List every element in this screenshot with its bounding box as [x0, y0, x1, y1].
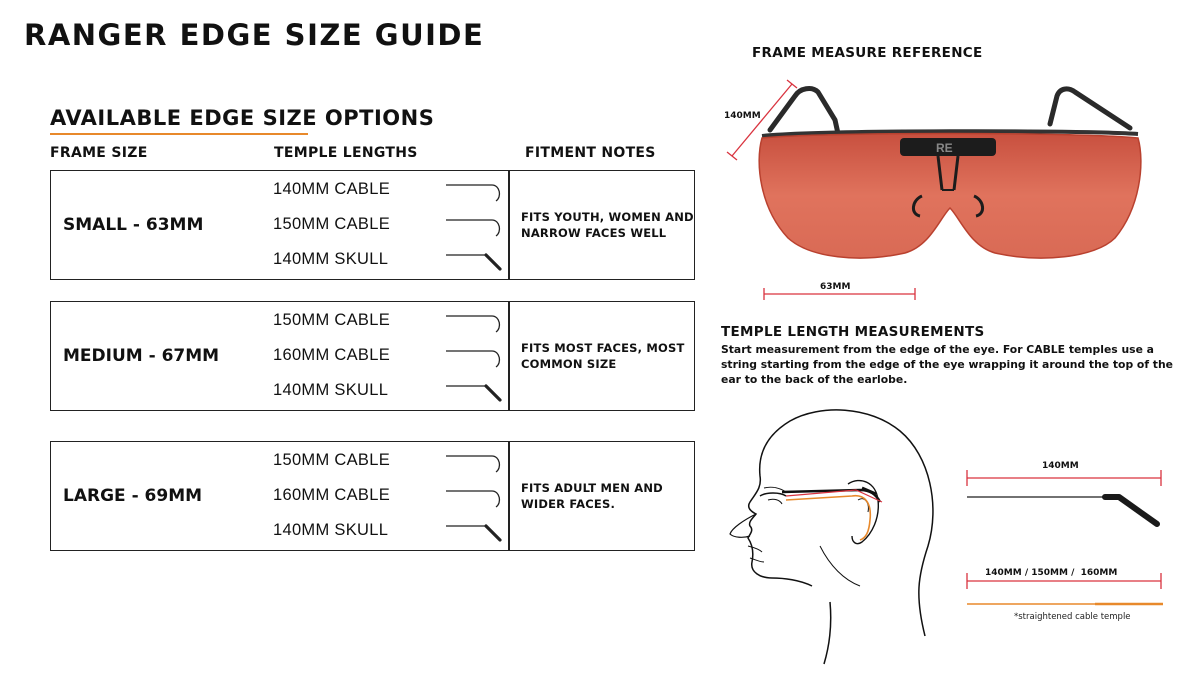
sunglasses-illustration	[700, 68, 1200, 308]
page-title: RANGER EDGE SIZE GUIDE	[24, 18, 485, 52]
box-divider	[508, 171, 510, 279]
skull-temple-measure-label: 140MM	[1042, 461, 1079, 471]
temple-length-diagram	[955, 450, 1175, 620]
temple-length: 150MM CABLE	[273, 214, 391, 233]
column-header-fitment-notes: FITMENT NOTES	[525, 145, 656, 161]
cable-temple-icon	[444, 341, 506, 369]
temple-length: 150MM CABLE	[273, 450, 391, 469]
cable-temple-icon	[444, 446, 506, 474]
cable-temple-measure-label: 140MM / 150MM / 160MM	[985, 568, 1118, 578]
temple-length: 140MM SKULL	[273, 249, 389, 268]
temple-measurements-description: Start measurement from the edge of the eye. For CABLE temples use a string starting from the edge of the eye wrapping it around the top of the ear to the back of the earlobe.	[721, 343, 1173, 386]
temple-length: 140MM SKULL	[273, 520, 389, 539]
frame-size-label: SMALL - 63MM	[63, 215, 204, 235]
box-divider	[508, 442, 510, 550]
temple-length: 150MM CABLE	[273, 310, 391, 329]
temple-measurements-title: TEMPLE LENGTH MEASUREMENTS	[721, 324, 985, 340]
cable-temple-icon	[444, 481, 506, 509]
cable-temple-icon	[444, 306, 506, 334]
section-title: AVAILABLE EDGE SIZE OPTIONS	[50, 106, 435, 130]
temple-measure-label: 140MM	[724, 111, 761, 121]
skull-temple-icon	[444, 376, 506, 404]
box-divider	[508, 302, 510, 410]
width-measure-label: 63MM	[820, 282, 851, 292]
frame-size-label: MEDIUM - 67MM	[63, 346, 220, 366]
fitment-note: FITS YOUTH, WOMEN AND NARROW FACES WELL	[521, 210, 694, 240]
temple-length: 160MM CABLE	[273, 345, 391, 364]
skull-temple-icon	[444, 245, 506, 273]
size-box-small	[50, 170, 695, 280]
cable-temple-icon	[444, 210, 506, 238]
column-header-temple-lengths: TEMPLE LENGTHS	[274, 145, 418, 161]
column-header-frame-size: FRAME SIZE	[50, 145, 148, 161]
section-underline	[50, 133, 308, 135]
glasses-logo: RE	[936, 141, 953, 155]
temple-length: 160MM CABLE	[273, 485, 391, 504]
temple-length: 140MM CABLE	[273, 179, 391, 198]
temple-length: 140MM SKULL	[273, 380, 389, 399]
head-profile-illustration	[720, 396, 950, 666]
fitment-note: FITS MOST FACES, MOST COMMON SIZE	[521, 341, 685, 371]
skull-temple-icon	[444, 516, 506, 544]
size-box-medium	[50, 301, 695, 411]
cable-temple-icon	[444, 175, 506, 203]
size-box-large	[50, 441, 695, 551]
frame-reference-title: FRAME MEASURE REFERENCE	[752, 45, 983, 61]
straightened-cable-note: *straightened cable temple	[1014, 612, 1131, 622]
fitment-note: FITS ADULT MEN AND WIDER FACES.	[521, 481, 663, 511]
frame-size-label: LARGE - 69MM	[63, 486, 203, 506]
